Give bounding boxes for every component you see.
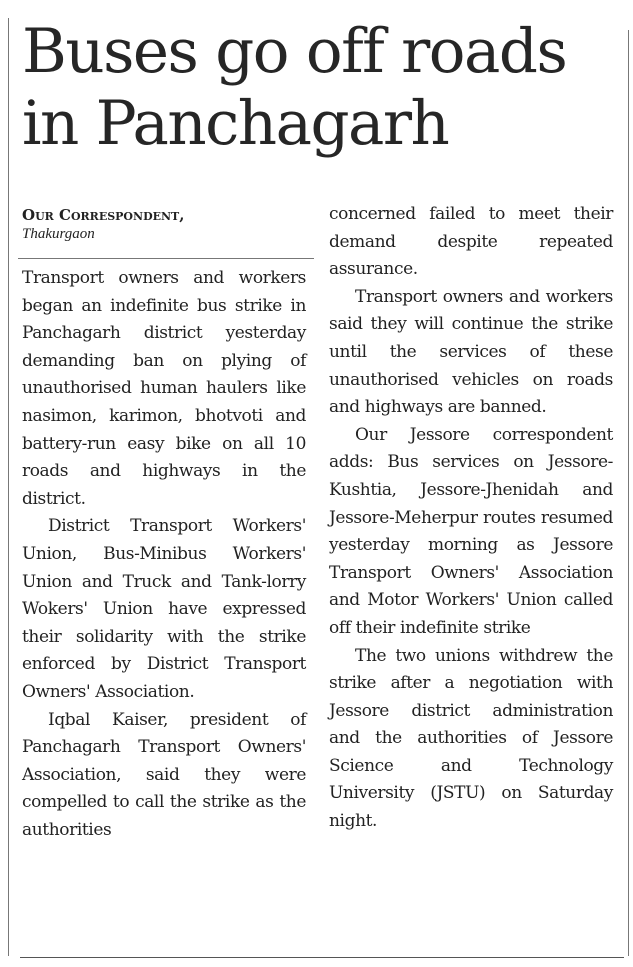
paragraph: The two unions withdrew the strike after a negotiation with Jessore district administration and the authorities of Jessore Science and Technology University (JSTU) on Saturday night. <box>329 645 613 832</box>
paragraph: Iqbal Kaiser, president of Panchagarh Transport Owners' Association, said they were compelled to call the strike as the authorities <box>22 709 306 840</box>
paragraph: District Transport Workers' Union, Bus-Minibus Workers' Union and Truck and Tank-lorry Wokers' Union have expressed their solidarity with the strike enforced by District Transport Owners' Association. <box>22 516 306 702</box>
article-column-1 <box>22 265 306 844</box>
paragraph: Transport owners and workers said they will continue the strike until the services of these unauthorised vehicles on roads and highways are banned. <box>329 286 613 418</box>
paragraph: Our Jessore correspondent adds: Bus services on Jessore-Kushtia, Jessore-Jhenidah and Jessore-Meherpur routes resumed yesterday morning as Jessore Transport Owners' Association and Motor Workers' Union called off their indefinite strike <box>329 424 613 638</box>
article-column-2 <box>329 201 613 836</box>
bottom-rule <box>20 957 624 958</box>
headline: Buses go off roads in Panchagarh <box>22 16 567 159</box>
byline-rule <box>18 258 314 259</box>
byline <box>22 205 317 243</box>
byline-name: Our Correspondent, <box>22 206 185 224</box>
right-column-rule <box>628 30 629 956</box>
paragraph: concerned failed to meet their demand despite repeated assurance. <box>329 204 613 280</box>
byline-place: Thakurgaon <box>22 226 95 242</box>
left-column-rule <box>8 18 9 956</box>
paragraph: Transport owners and workers began an indefinite bus strike in Panchagarh district yesterday demanding ban on plying of unauthorised human haulers like nasimon, karimon, bhotvoti and battery-run easy bike on all 10 roads and highways in the district. <box>22 268 306 509</box>
